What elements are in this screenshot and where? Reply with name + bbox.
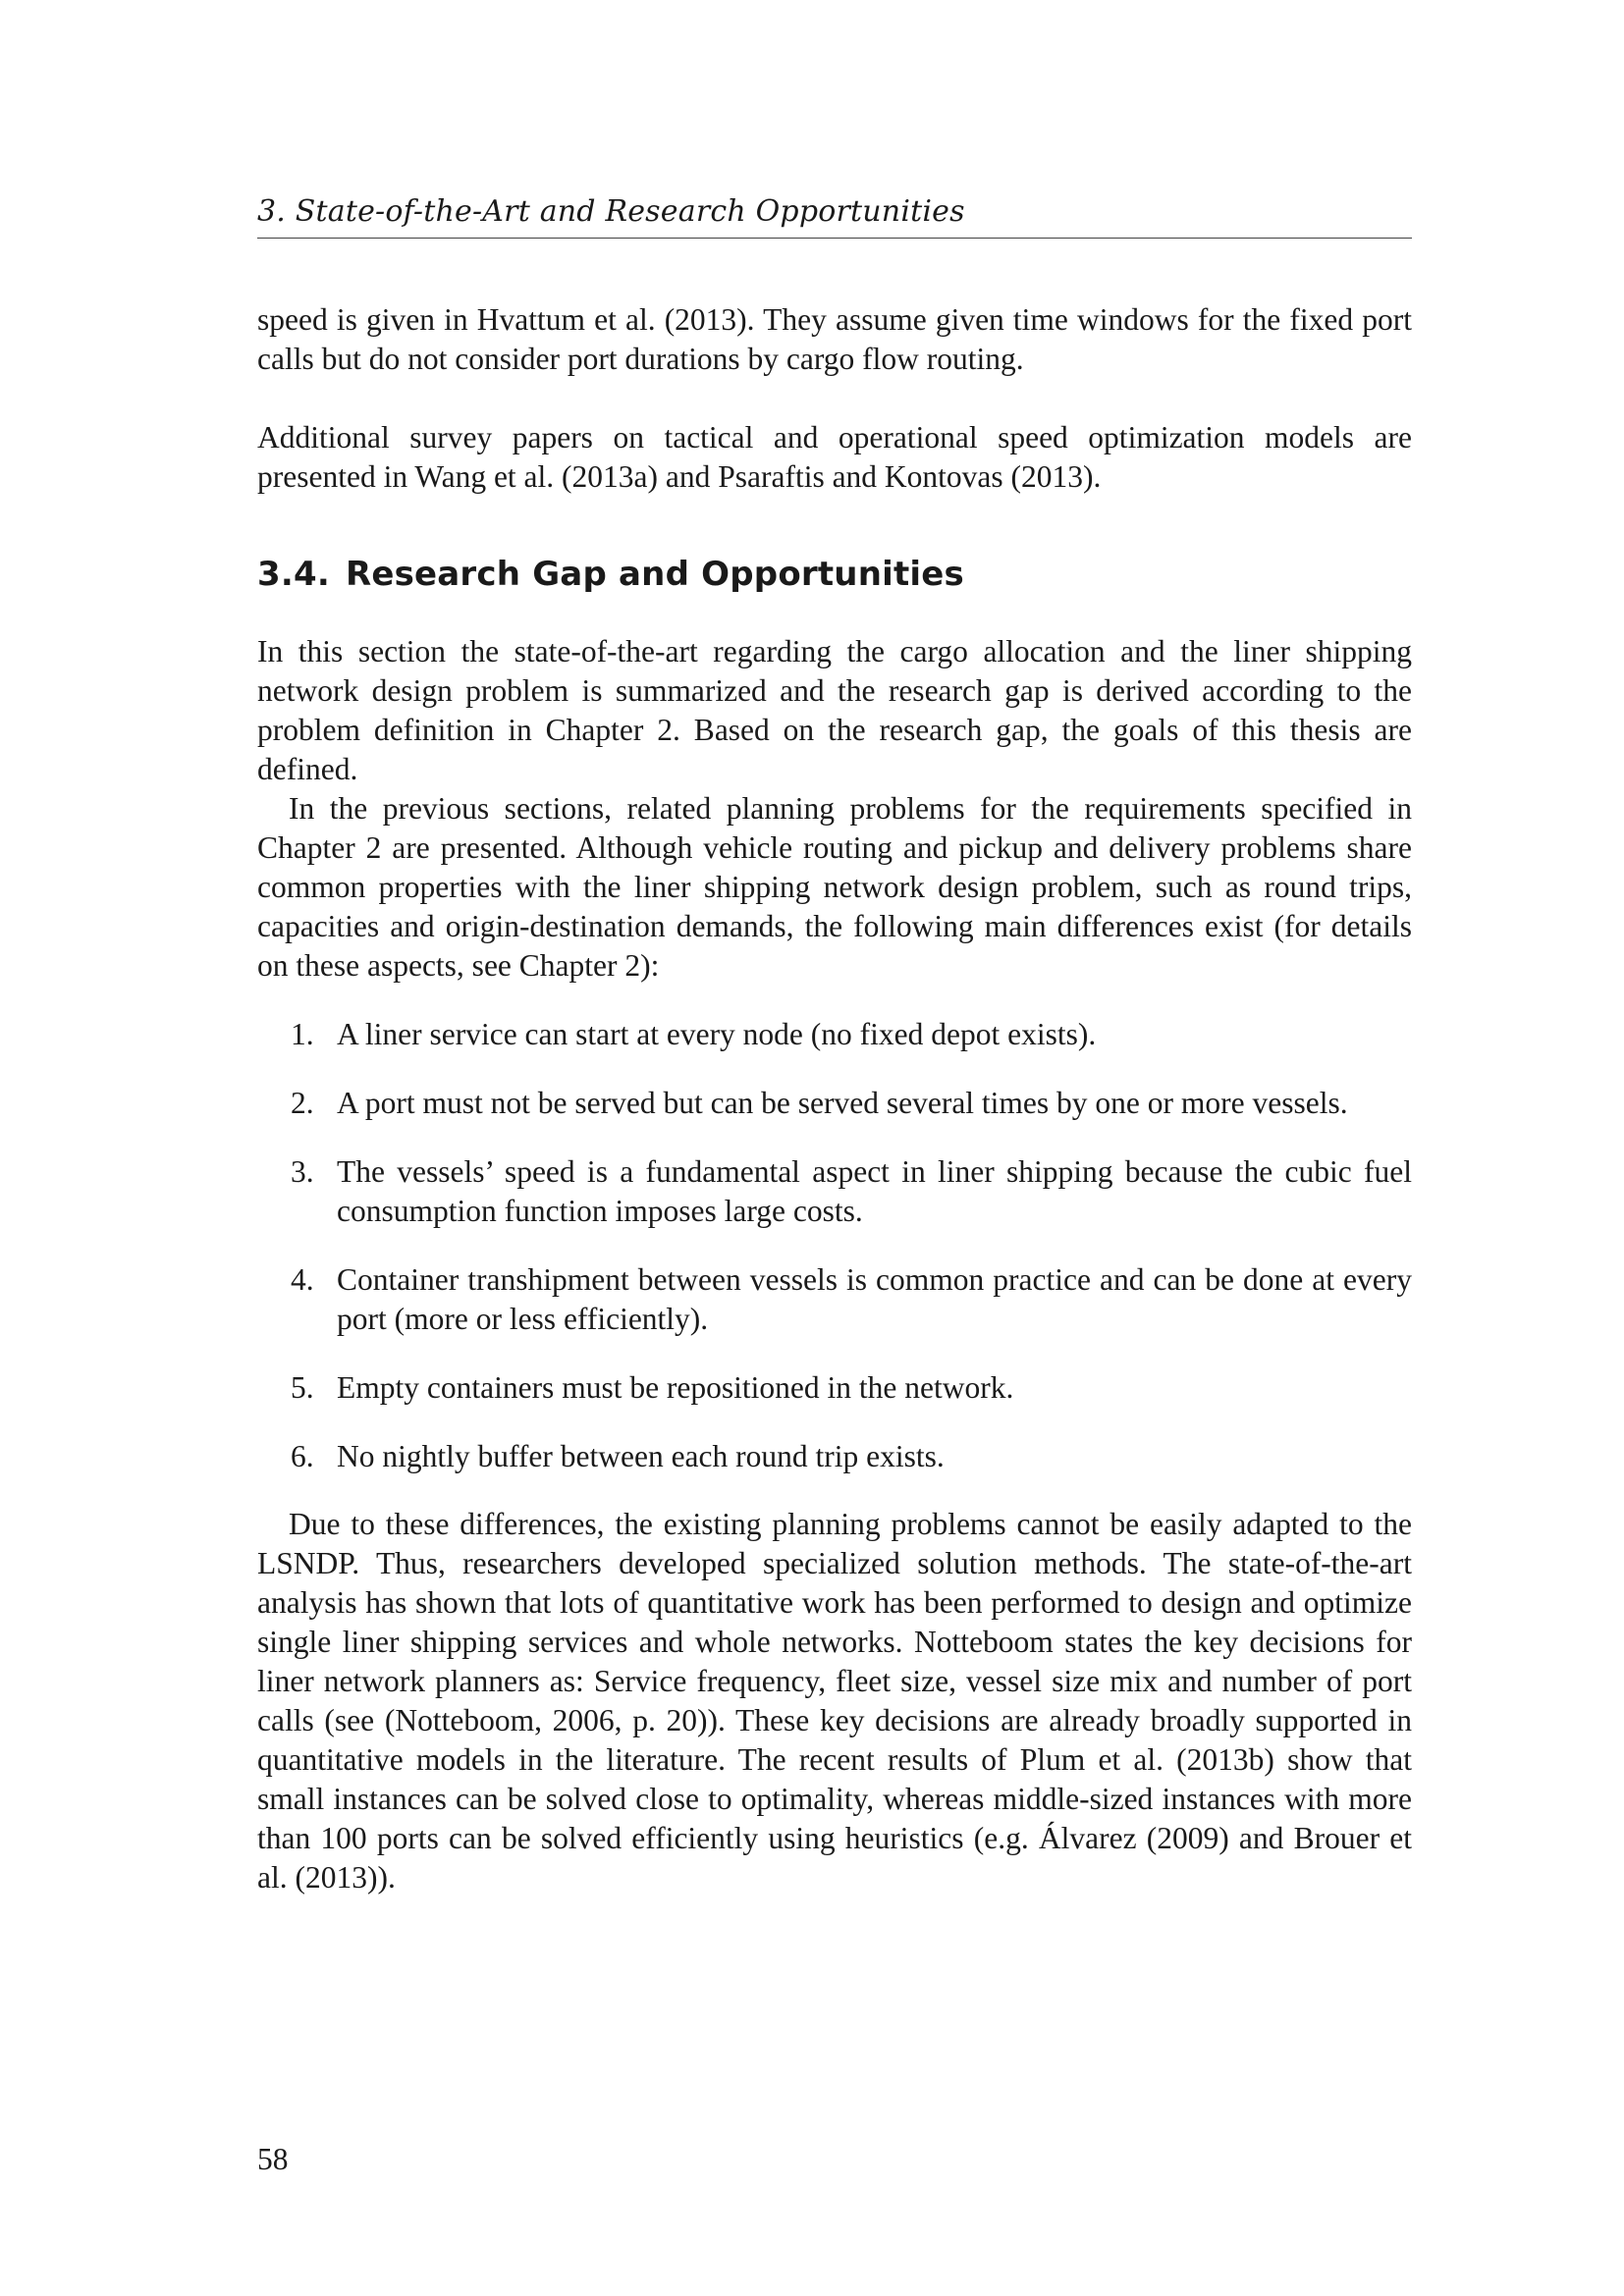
list-item [257,1437,1412,1476]
list-item [257,1015,1412,1054]
list-item-text: A port must not be served but can be served several times by one or more vessels. [337,1086,1348,1120]
list-item [257,1260,1412,1339]
running-header: 3. State-of-the-Art and Research Opportunities [257,192,1412,239]
differences-list [257,1015,1412,1476]
paragraph-previous-sections: In the previous sections, related planning problems for the requirements specified in Chapter 2 are presented. Although vehicle routing and pickup and delivery problems share common properties with the liner shipping network design problem, such as round trips, capacities and origin-destination demands, the following main differences exist (for details on these aspects, see Chapter 2): [257,791,1412,983]
paragraph-survey-papers: Additional survey papers on tactical and operational speed optimization models are presented in Wang et al. (2013a) and Psaraftis and Kontovas (2013). [257,420,1412,494]
paragraph-hvattum: speed is given in Hvattum et al. (2013). They assume given time windows for the fixed port calls but do not consider port durations by cargo flow routing. [257,302,1412,376]
list-item-number: 4. [291,1262,314,1297]
list-item-number: 2. [291,1086,314,1120]
page-body [257,300,1412,1897]
list-item-text: A liner service can start at every node (no fixed depot exists). [337,1017,1097,1051]
list-item-number: 6. [291,1439,314,1473]
section-title: Research Gap and Opportunities [345,555,964,594]
list-item-number: 5. [291,1370,314,1405]
list-item [257,1152,1412,1231]
list-item-text: Empty containers must be repositioned in the network. [337,1370,1014,1405]
paragraph-section-intro: In this section the state-of-the-art regarding the cargo allocation and the liner shipping network design problem is summarized and the research gap is derived according to the problem definition in Chapter 2. Based on the research gap, the goals of this thesis are defined. [257,634,1412,786]
list-item-text: The vessels’ speed is a fundamental aspect in liner shipping because the cubic fuel consumption function imposes large costs. [337,1154,1412,1228]
list-item-number: 3. [291,1154,314,1189]
list-item-number: 1. [291,1017,314,1051]
section-number: 3.4. [257,555,330,594]
list-item [257,1084,1412,1123]
document-page [257,0,1412,2296]
list-item-text: Container transhipment between vessels is common practice and can be done at every port (more or less efficiently). [337,1262,1412,1336]
paragraph-conclusion: Due to these differences, the existing planning problems cannot be easily adapted to the LSNDP. Thus, researchers developed specialized solution methods. The state-of-the-art analysis has shown that lots of quantitative work has been performed to design and optimize single liner shipping services and whole networks. Notteboom states the key decisions for liner network planners as: Service frequency, fleet size, vessel size mix and number of port calls (see (Notteboom, 2006, p. 20)). These key decisions are already broadly supported in quantitative models in the literature. The recent results of Plum et al. (2013b) show that small instances can be solved close to optimality, whereas middle-sized instances with more than 100 ports can be solved efficiently using heuristics (e.g. Álvarez (2009) and Brouer et al. (2013)). [257,1507,1412,1895]
page-number: 58 [257,2142,289,2176]
list-item-text: No nightly buffer between each round trip exists. [337,1439,945,1473]
section-heading [257,553,1412,596]
list-item [257,1368,1412,1408]
